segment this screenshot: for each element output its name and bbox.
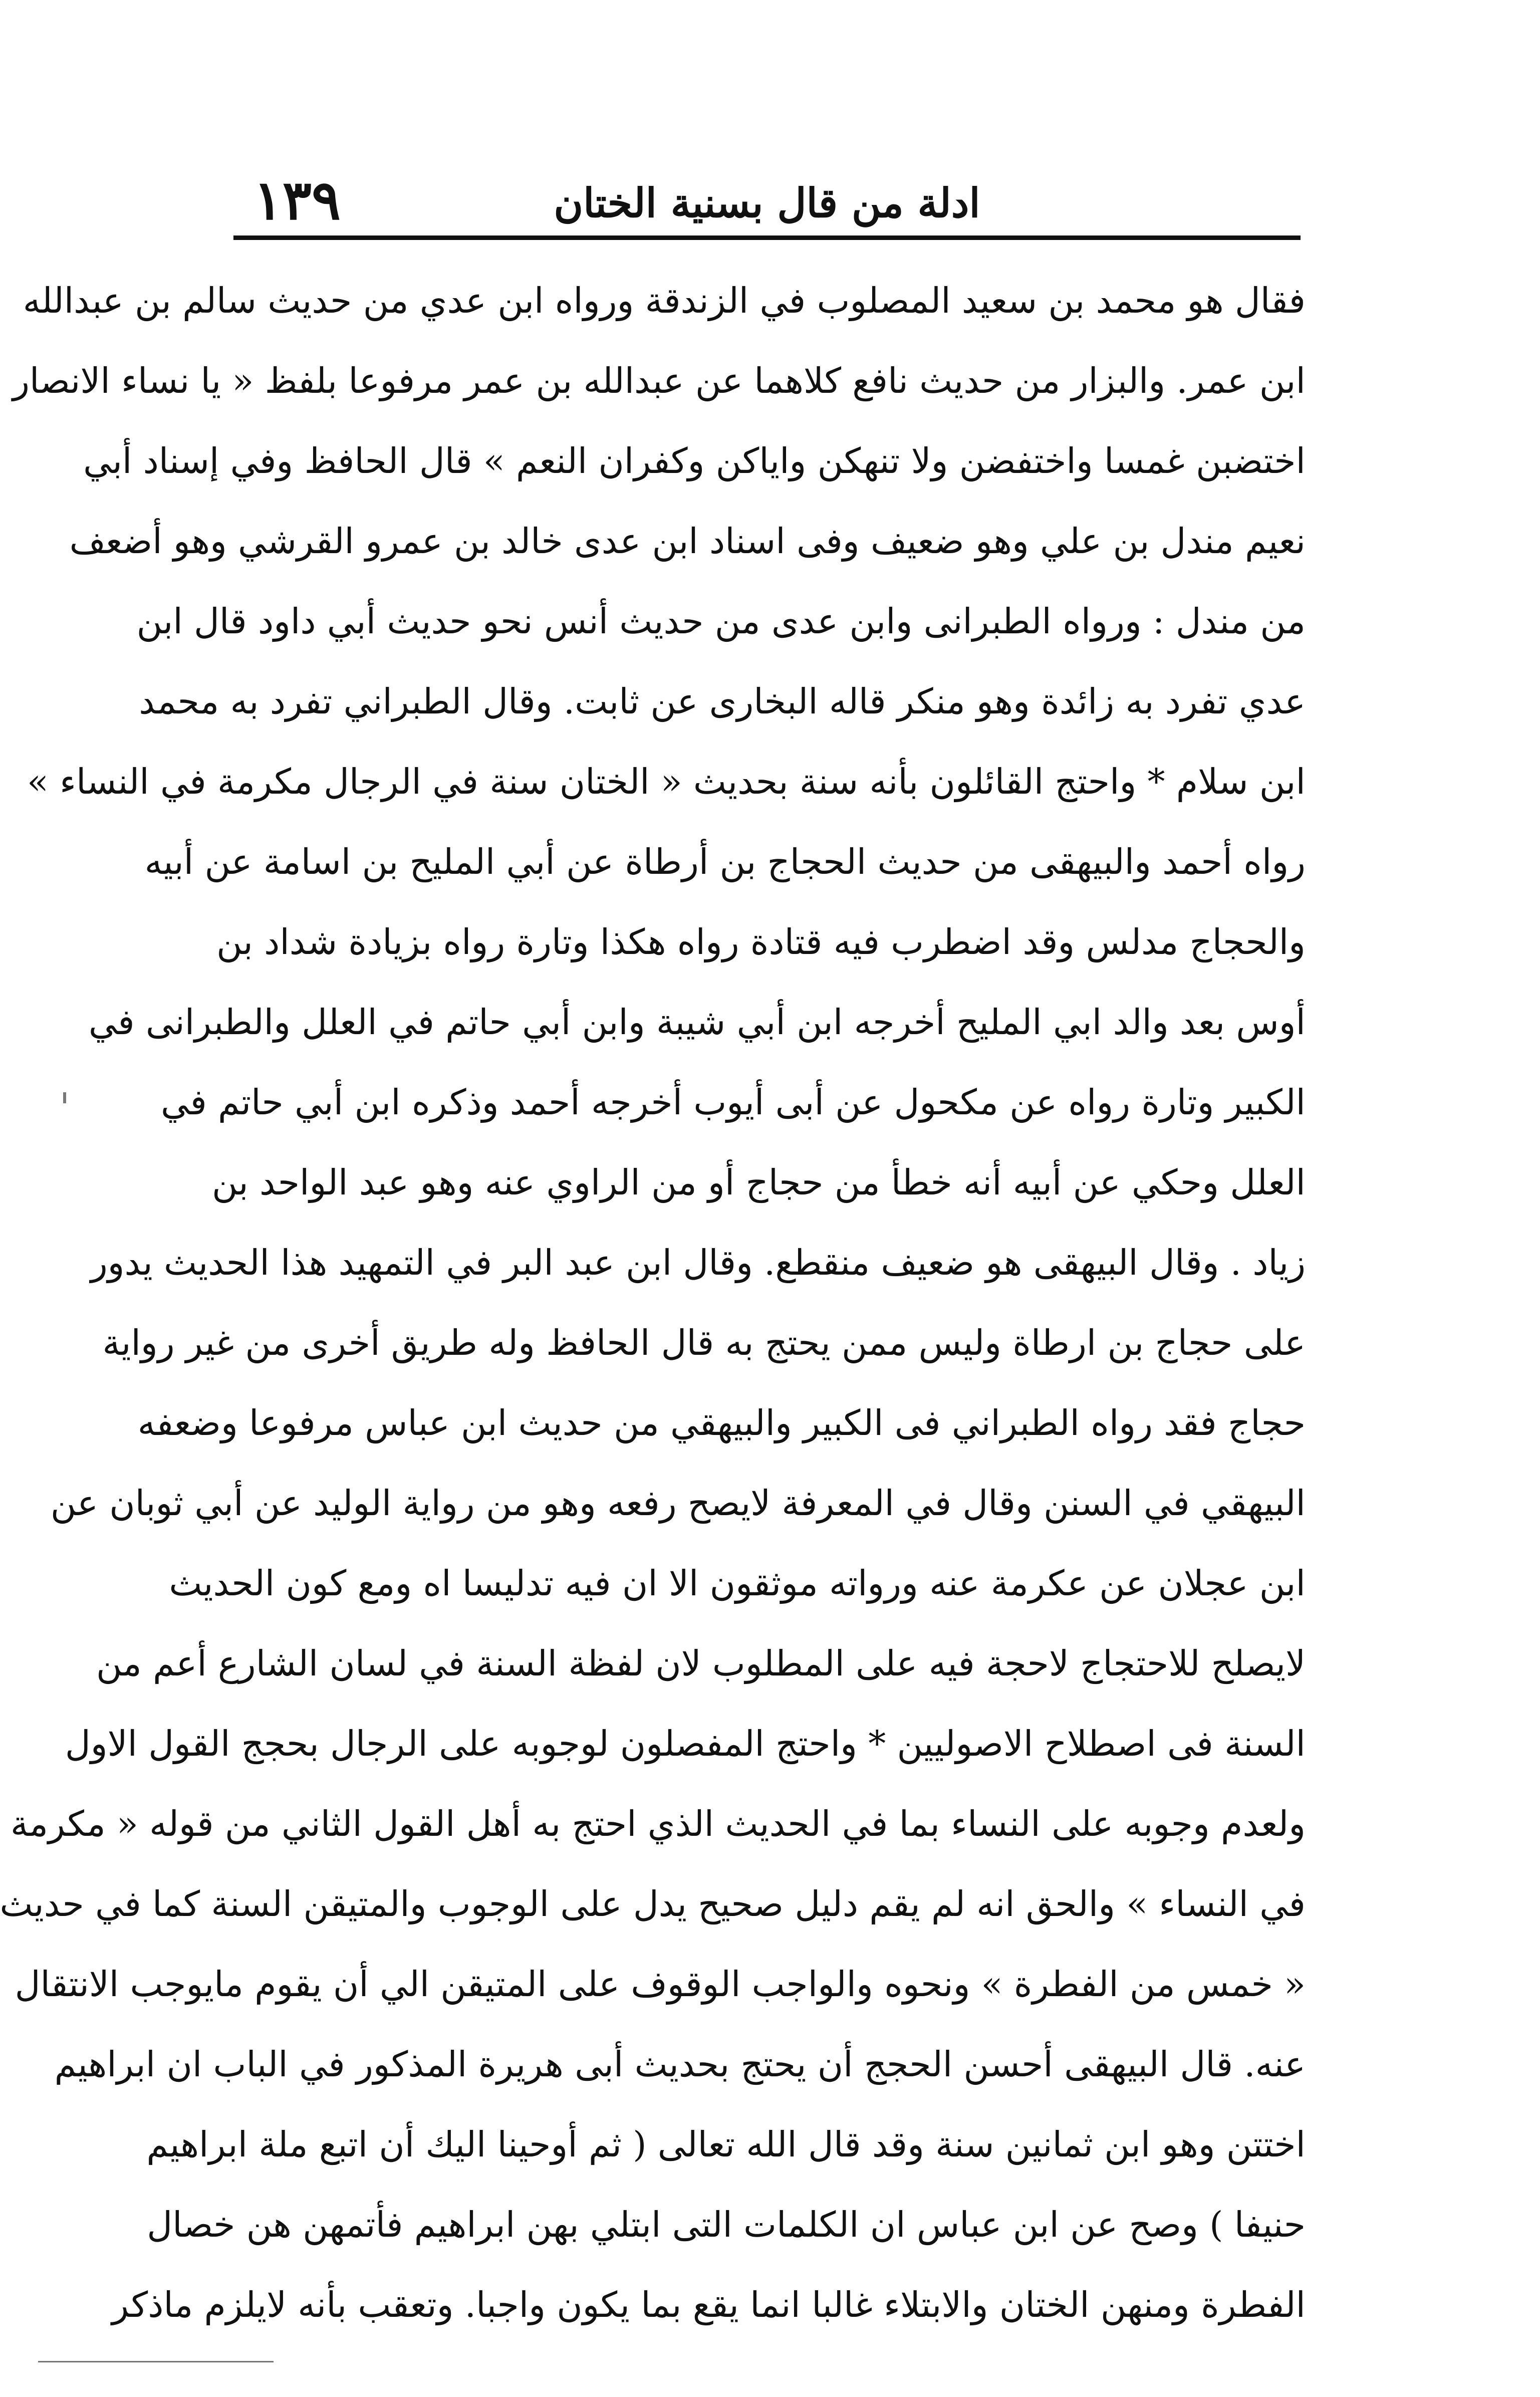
text-line: اختضبن غمسا واختفضن ولا تنهكن واياكن وكفران النعم » قال الحافظ وفي إسناد أبي xyxy=(83,440,1306,482)
text-line: اختتن وهو ابن ثمانين سنة وقد قال الله تعالى ( ثم أوحينا اليك أن اتبع ملة ابراهيم xyxy=(146,2124,1306,2165)
text-line: حجاج فقد رواه الطبراني فى الكبير والبيهقي من حديث ابن عباس مرفوعا وضعفه xyxy=(137,1402,1306,1444)
header-rule xyxy=(233,235,1301,240)
running-title: ادلة من قال بسنية الختان xyxy=(554,179,980,226)
footer-rule xyxy=(38,2361,274,2362)
text-line: ابن عجلان عن عكرمة عنه ورواته موثقون الا ان فيه تدليسا اه ومع كون الحديث xyxy=(169,1563,1306,1604)
page-header xyxy=(233,165,1301,241)
text-line: حنيفا ) وصح عن ابن عباس ان الكلمات التى ابتلي بهن ابراهيم فأتمهن هن خصال xyxy=(147,2204,1306,2245)
text-line: الكبير وتارة رواه عن مكحول عن أبى أيوب أخرجه أحمد وذكره ابن أبي حاتم في xyxy=(160,1082,1306,1123)
text-line: ابن عمر. والبزار من حديث نافع كلاهما عن عبدالله بن عمر مرفوعا بلفظ « يا نساء الانصار xyxy=(13,360,1306,401)
text-line: عنه. قال البيهقى أحسن الحجج أن يحتج بحديث أبى هريرة المذكور في الباب ان ابراهيم xyxy=(54,2044,1306,2085)
text-line: نعيم مندل بن علي وهو ضعيف وفى اسناد ابن عدى خالد بن عمرو القرشي وهو أضعف xyxy=(69,521,1306,562)
text-line: « خمس من الفطرة » ونحوه والواجب الوقوف على المتيقن الي أن يقوم مايوجب الانتقال xyxy=(15,1964,1306,2005)
text-line: على حجاج بن ارطاة وليس ممن يحتج به قال الحافظ وله طريق أخرى من غير رواية xyxy=(102,1322,1306,1363)
text-line: رواه أحمد والبيهقى من حديث الحجاج بن أرطاة عن أبي المليح بن اسامة عن أبيه xyxy=(144,841,1306,882)
text-line: أوس بعد والد ابي المليح أخرجه ابن أبي شيبة وابن أبي حاتم في العلل والطبرانى في xyxy=(88,1002,1306,1043)
text-line: فقال هو محمد بن سعيد المصلوب في الزندقة ورواه ابن عدي من حديث سالم بن عبدالله xyxy=(23,280,1306,321)
text-line: الفطرة ومنهن الختان والابتلاء غالبا انما يقع بما يكون واجبا. وتعقب بأنه لايلزم ماذكر xyxy=(112,2284,1306,2325)
text-line: في النساء » والحق انه لم يقم دليل صحيح يدل على الوجوب والمتيقن السنة كما في حديث xyxy=(0,1883,1306,1925)
text-line: والحجاج مدلس وقد اضطرب فيه قتادة رواه هكذا وتارة رواه بزيادة شداد بن xyxy=(216,921,1306,963)
text-line: ولعدم وجوبه على النساء بما في الحديث الذي احتج به أهل القول الثاني من قوله « مكرمة xyxy=(10,1803,1306,1844)
text-line: لايصلح للاحتجاج لاحجة فيه على المطلوب لان لفظة السنة في لسان الشارع أعم من xyxy=(96,1643,1306,1684)
page-number: ١٣٩ xyxy=(253,169,341,232)
text-line: البيهقي في السنن وقال في المعرفة لايصح رفعه وهو من رواية الوليد عن أبي ثوبان عن xyxy=(50,1483,1306,1524)
text-line: العلل وحكي عن أبيه أنه خطأ من حجاج أو من الراوي عنه وهو عبد الواحد بن xyxy=(211,1162,1306,1203)
body-text xyxy=(0,261,1306,2345)
text-line: عدي تفرد به زائدة وهو منكر قاله البخارى عن ثابت. وقال الطبراني تفرد به محمد xyxy=(139,681,1306,722)
text-line: زياد . وقال البيهقى هو ضعيف منقطع. وقال ابن عبد البر في التمهيد هذا الحديث يدور xyxy=(90,1242,1306,1283)
margin-mark xyxy=(63,1092,66,1103)
text-line: ابن سلام * واحتج القائلون بأنه سنة بحديث « الختان سنة في الرجال مكرمة في النساء » xyxy=(27,761,1306,802)
text-line: السنة فى اصطلاح الاصوليين * واحتج المفصلون لوجوبه على الرجال بحجج القول الاول xyxy=(65,1723,1306,1764)
text-line: من مندل : ورواه الطبرانى وابن عدى من حديث أنس نحو حديث أبي داود قال ابن xyxy=(136,601,1306,642)
